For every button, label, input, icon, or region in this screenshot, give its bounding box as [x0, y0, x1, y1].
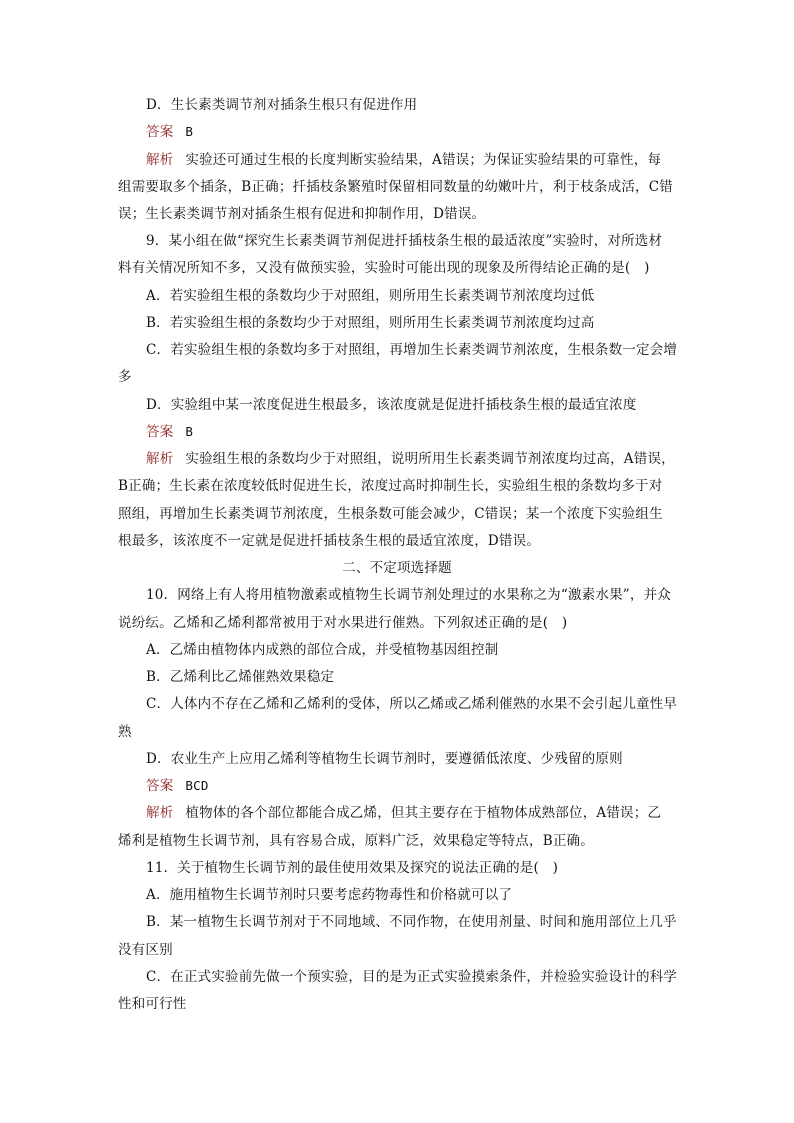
- q10-stem-line-1: 10．网络上有人将用植物激素或植物生长调节剂处理过的水果称之为“激素水果”，并众: [146, 587, 671, 603]
- q8-answer-line: [146, 123, 193, 141]
- q9-analysis-line-3: 照组，再增加生长素类调节剂浓度，生根条数可能会减少，C错误；某一个浓度下实验组生: [118, 506, 663, 522]
- q10-option-d: D．农业生产上应用乙烯利等植物生长调节剂时，要遵循低浓度、少残留的原则: [146, 751, 623, 767]
- q11-option-a: A．施用植物生长调节剂时只要考虑药物毒性和价格就可以了: [146, 887, 513, 903]
- q9-answer-line: [146, 423, 193, 441]
- q10-analysis-text-1: 植物体的各个部位都能合成乙烯，但其主要存在于植物体成熟部位，A错误；乙: [185, 805, 662, 821]
- q9-analysis-text-1: 实验组生根的条数均少于对照组，说明所用生长素类调节剂浓度均过高，A错误，: [185, 451, 675, 467]
- q10-option-c-line-1: C．人体内不存在乙烯和乙烯利的受体，所以乙烯或乙烯利催熟的水果不会引起儿童性早: [146, 696, 678, 712]
- q9-analysis-line-1: [146, 450, 675, 468]
- q11-stem: 11．关于植物生长调节剂的最佳使用效果及探究的说法正确的是( ): [146, 860, 559, 876]
- q11-option-b-line-1: B．某一植物生长调节剂对于不同地域、不同作物，在使用剂量、时间和施用部位上几乎: [146, 914, 677, 930]
- q9-option-a: A．若实验组生根的条数均少于对照组，则所用生长素类调节剂浓度均过低: [146, 288, 595, 304]
- q9-option-c-line-2: 多: [118, 369, 132, 385]
- q10-analysis-line-1: [146, 804, 661, 822]
- q9-analysis-line-4: 根最多，该浓度不一定就是促进扦插枝条生根的最适宜浓度，D错误。: [118, 533, 541, 549]
- analysis-label: 解析: [146, 152, 174, 168]
- q11-option-b-line-2: 没有区别: [118, 942, 173, 958]
- q9-answer-value: B: [185, 424, 194, 439]
- q9-option-c-line-1: C．若实验组生根的条数均多于对照组，再增加生长素类调节剂浓度，生根条数一定会增: [146, 342, 678, 358]
- answer-label: 答案: [146, 424, 174, 440]
- q9-analysis-line-2: B正确；生长素在浓度较低时促进生长，浓度过高时抑制生长，实验组生根的条数均多于对: [118, 478, 663, 494]
- q8-analysis-text-1: 实验还可通过生根的长度判断实验结果，A错误；为保证实验结果的可靠性，每: [185, 152, 662, 168]
- q10-analysis-line-2: 烯利是植物生长调节剂，具有容易合成，原料广泛，效果稳定等特点，B正确。: [118, 833, 594, 849]
- q10-option-c-line-2: 熟: [118, 724, 132, 740]
- q9-stem-line-1: 9．某小组在做“探究生长素类调节剂促进扦插枝条生根的最适浓度”实验时，对所选材: [146, 233, 663, 249]
- q9-stem-line-2: 料有关情况所知不多，又没有做预实验，实验时可能出现的现象及所得结论正确的是( ): [118, 260, 650, 276]
- q8-analysis-line-2: 组需要取多个插条，B正确；扦插枝条繁殖时保留相同数量的幼嫩叶片，利于枝条成活，C错: [118, 179, 673, 195]
- q9-option-b: B．若实验组生根的条数均少于对照组，则所用生长素类调节剂浓度均过高: [146, 315, 595, 331]
- answer-label: 答案: [146, 778, 174, 794]
- q11-option-c-line-2: 性和可行性: [118, 996, 187, 1012]
- q9-option-d: D．实验组中某一浓度促进生根最多，该浓度就是促进扦插枝条生根的最适宜浓度: [146, 397, 637, 413]
- q10-option-a: A．乙烯由植物体内成熟的部位合成，并受植物基因组控制: [146, 642, 499, 658]
- answer-label: 答案: [146, 124, 174, 140]
- q10-answer-value: BCD: [185, 778, 209, 793]
- q10-answer-line: [146, 777, 209, 795]
- q8-answer-value: B: [185, 124, 194, 139]
- q11-option-c-line-1: C．在正式实验前先做一个预实验，目的是为正式实验摸索条件，并检验实验设计的科学: [146, 969, 678, 985]
- q8-option-d: D．生长素类调节剂对插条生根只有促进作用: [146, 97, 418, 113]
- analysis-label: 解析: [146, 451, 174, 467]
- section-title: 二、不定项选择题: [342, 560, 452, 576]
- q10-option-b: B．乙烯利比乙烯催熟效果稳定: [146, 669, 335, 685]
- q8-analysis-line-3: 误；生长素类调节剂对插条生根有促进和抑制作用，D错误。: [118, 206, 486, 222]
- q10-stem-line-2: 说纷纭。乙烯和乙烯利都常被用于对水果进行催熟。下列叙述正确的是( ): [118, 615, 568, 631]
- q8-analysis-line-1: [146, 151, 661, 169]
- analysis-label: 解析: [146, 805, 174, 821]
